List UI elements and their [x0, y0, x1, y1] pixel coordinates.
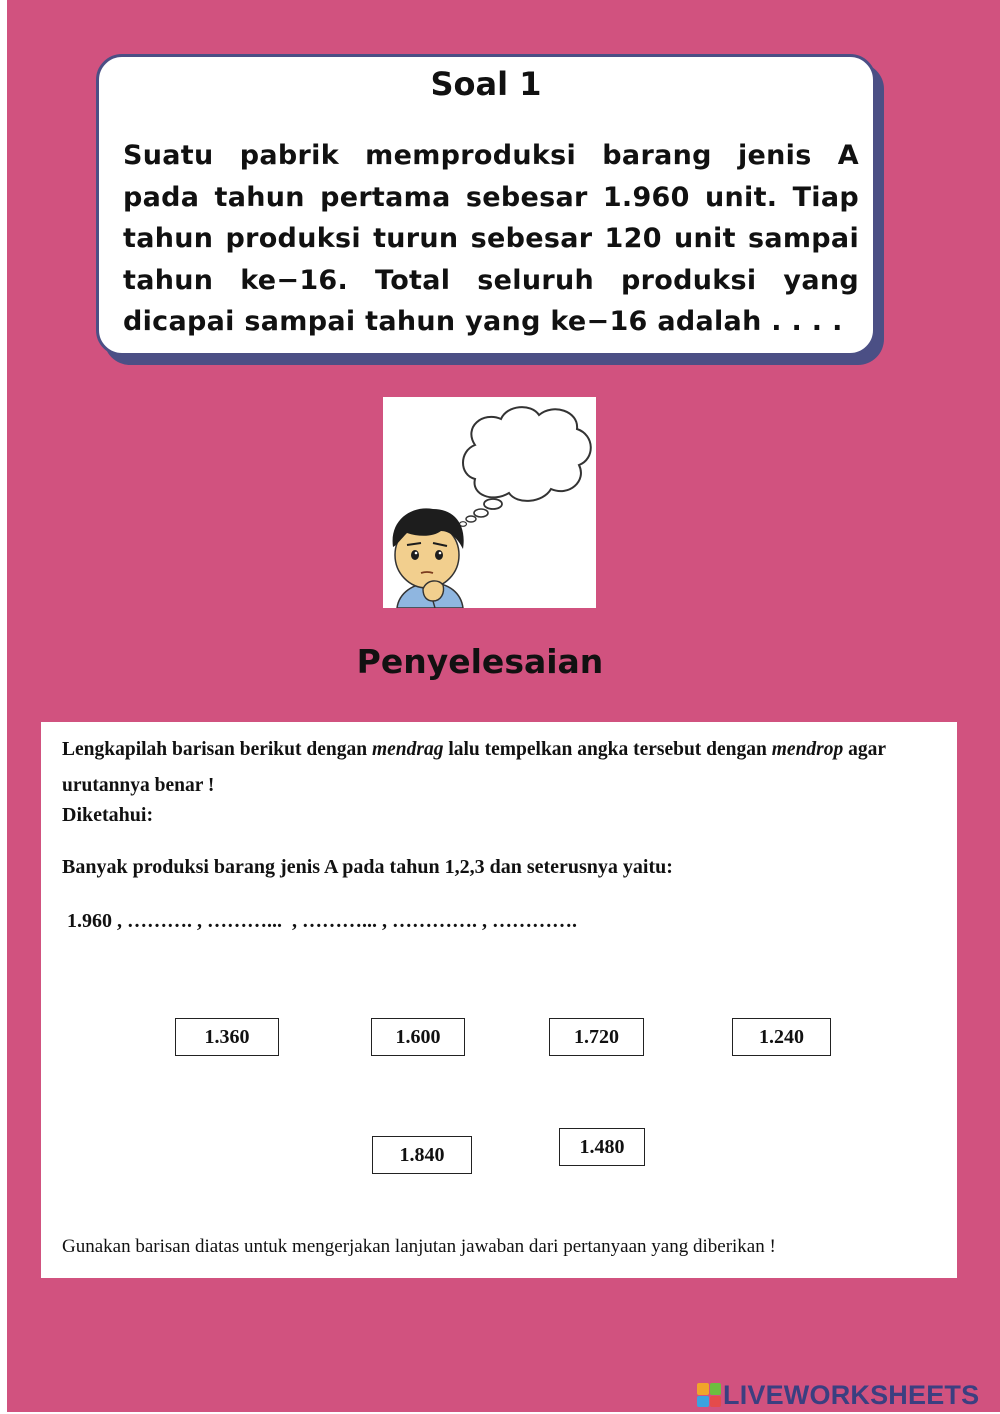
thinking-boy-icon	[383, 397, 596, 608]
question-card	[96, 54, 876, 356]
instruction-text: Lengkapilah barisan berikut dengan mendrag lalu tempelkan angka tersebut dengan mendrop agar urutannya benar !	[62, 739, 886, 796]
sequence-drop-line[interactable]: 1.960 , ………. , ………... , ………... , …………. , ………….	[67, 910, 577, 932]
sequence-question: Banyak produksi barang jenis A pada tahun 1,2,3 dan seterusnya yaitu:	[62, 856, 673, 878]
brand-name: LIVEWORKSHEETS	[723, 1379, 980, 1410]
answer-tile[interactable]: 1.600	[371, 1018, 465, 1056]
answer-tile[interactable]: 1.720	[549, 1018, 644, 1056]
answer-tile[interactable]: 1.360	[175, 1018, 279, 1056]
liveworksheets-mark-icon	[697, 1383, 721, 1407]
question-title: Soal 1	[430, 65, 542, 103]
question-text: Suatu pabrik memproduksi barang jenis A pada tahun pertama sebesar 1.960 unit. Tiap tahun produksi turun sebesar 120 unit sampai tahun ke−16. Total seluruh produksi yang dicapai sampai tahun yang ke−16 adalah . . . .	[123, 140, 859, 337]
footer-note: Gunakan barisan diatas untuk mengerjakan lanjutan jawaban dari pertanyaan yang diberikan !	[62, 1236, 776, 1257]
answer-tile[interactable]: 1.840	[372, 1136, 472, 1174]
worksheet-panel	[41, 722, 957, 1278]
known-label: Diketahui:	[62, 804, 154, 826]
liveworksheets-logo[interactable]	[697, 1380, 979, 1410]
answer-tile[interactable]: 1.480	[559, 1128, 645, 1166]
solution-heading: Penyelesaian	[356, 642, 604, 681]
answer-tile[interactable]: 1.240	[732, 1018, 831, 1056]
